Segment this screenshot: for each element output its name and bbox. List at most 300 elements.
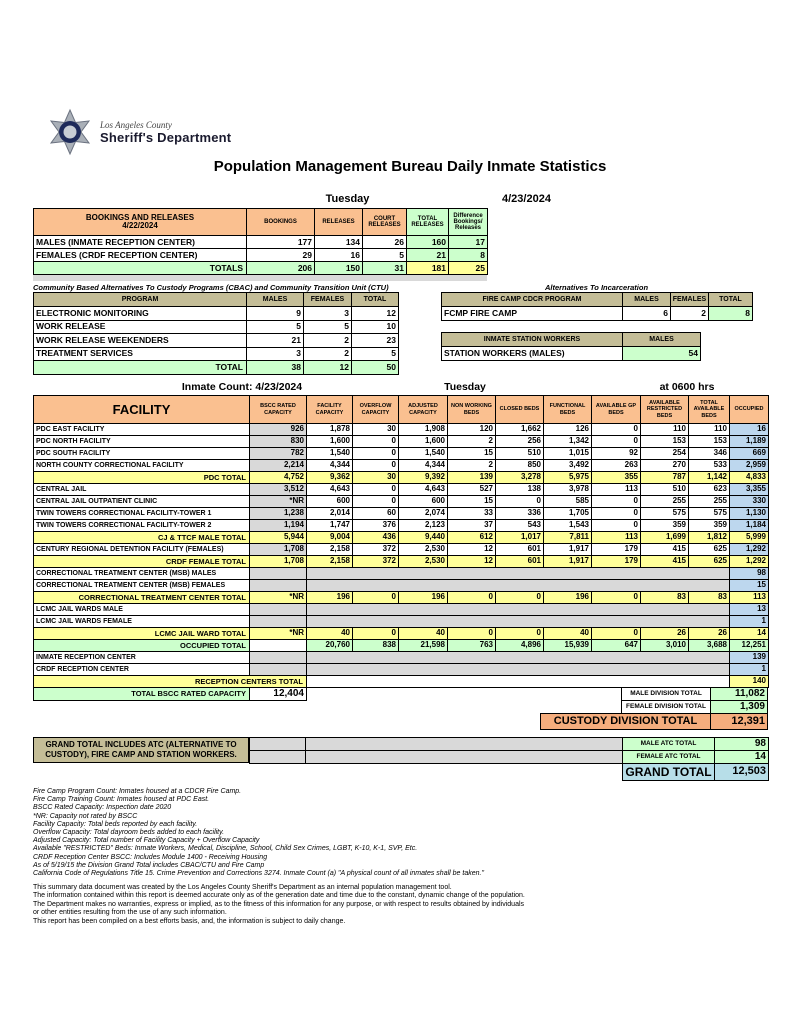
facility-value: 60 [353,508,399,520]
cbac-value: 5 [247,320,304,334]
bookings-value: 177 [247,236,315,249]
total-value: 0 [448,628,496,640]
facility-value: 1,238 [250,508,307,520]
bookings-col-header: BOOKINGS [247,209,315,236]
facility-value: 179 [592,544,641,556]
occupied-cell: 16 [730,424,769,436]
bookings-row-label: FEMALES (CRDF RECEPTION CENTER) [34,249,247,262]
bookings-totals-value: 181 [407,262,449,275]
facility-value: 1,708 [250,544,307,556]
grand-total-row [623,764,769,781]
total-value: 83 [641,592,689,604]
spacer-cell [250,751,306,764]
cbac-value: 9 [247,307,304,321]
facility-row [34,496,769,508]
total-value: 5,944 [250,532,307,544]
female-atc-label: FEMALE ATC TOTAL [623,751,715,764]
station-workers-row-label: STATION WORKERS (MALES) [442,347,623,361]
facility-row [34,424,769,436]
station-workers-header: INMATE STATION WORKERS [442,333,623,347]
facility-row-label: PDC EAST FACILITY [34,424,250,436]
total-value: *NR [250,628,307,640]
grand-total-note-line2: CUSTODY), FIRE CAMP AND STATION WORKERS. [45,750,237,759]
custody-division-label: CUSTODY DIVISION TOTAL [541,714,711,730]
fire-camp-value: 8 [709,307,753,321]
fire-camp-value: 6 [623,307,671,321]
facility-value: 15 [448,496,496,508]
facility-row [34,484,769,496]
cbac-col-header: PROGRAM [34,293,247,307]
facility-value: 625 [689,544,730,556]
footnote-line: *NR: Capacity not rated by BSCC [33,812,138,820]
agency-county-label: Los Angeles County [100,119,172,130]
cbac-header-row [34,293,399,307]
facility-row [34,448,769,460]
facility-value: 575 [641,508,689,520]
weekday-label: Tuesday [325,193,370,205]
footnote-line: Overflow Capacity: Total dayroom beds added to each facility. [33,829,225,837]
footnote-line: Facility Capacity: Total beds reported by each facility. [33,820,198,828]
fire-camp-col-header: TOTAL [709,293,753,307]
station-workers-value: 54 [623,347,701,361]
total-value: 12 [448,556,496,568]
facility-value: 527 [448,484,496,496]
occupied-cell: 330 [730,496,769,508]
facility-col-header: FACILITY CAPACITY [307,396,353,424]
facility-row [34,676,769,688]
cbac-value: 12 [352,307,399,321]
disclaimer-line: The Department makes no warranties, express or implied, as to the fitness of this information for any purpose, or with respect to results obtained by individuals [33,900,525,908]
total-value: 7,811 [544,532,592,544]
merged-blank-cell [307,676,730,688]
facility-value: 0 [353,448,399,460]
facility-value: 3,492 [544,460,592,472]
bookings-value: 134 [315,236,363,249]
facility-row-label: PDC SOUTH FACILITY [34,448,250,460]
occupied-cell: 14 [730,628,769,640]
footnotes [33,788,484,878]
occupied-total-value: 21,598 [399,640,448,652]
cbac-row-label: WORK RELEASE [34,320,247,334]
total-value: 0 [496,592,544,604]
cbac-value: 3 [247,347,304,361]
occupied-cell: 98 [730,568,769,580]
facility-col-header: BSCC RATED CAPACITY [250,396,307,424]
female-division-value: 1,309 [711,701,768,714]
facility-value: 30 [353,424,399,436]
cbac-section-title: Community Based Alternatives To Custody Programs (CBAC) and Community Transition Unit (CTU) [33,283,389,292]
facility-value: 830 [250,436,307,448]
disclaimer-line: The information contained within this report is deemed accurate only as of the generation date and time due to the constant, dynamic change of the population. [33,892,525,900]
facility-value: 153 [689,436,730,448]
facility-value: *NR [250,496,307,508]
facility-value: 4,643 [307,484,353,496]
facility-col-header: TOTAL AVAILABLE BEDS [689,396,730,424]
facility-value: 4,344 [399,460,448,472]
facility-value: 0 [592,496,641,508]
female-atc-row [623,751,769,764]
facility-value: 346 [689,448,730,460]
male-division-row [622,688,768,701]
facility-value: 126 [544,424,592,436]
male-atc-value: 98 [715,738,769,751]
bookings-totals-value: 206 [247,262,315,275]
merged-blank-cell [307,604,730,616]
cbac-value: 5 [352,347,399,361]
occupied-total-value: 3,688 [689,640,730,652]
facility-value: 600 [307,496,353,508]
spacer-cell [306,751,623,764]
occupied-total-value: 763 [448,640,496,652]
bookings-totals-value: 150 [315,262,363,275]
facility-value: 2 [448,436,496,448]
total-value: 1,917 [544,556,592,568]
male-division-value: 11,082 [711,688,768,701]
total-value: 1,812 [689,532,730,544]
facility-col-header: CLOSED BEDS [496,396,544,424]
agency-name-label: Sheriff's Department [100,129,232,145]
custody-division-value: 12,391 [711,714,768,730]
occupied-cell: 3,355 [730,484,769,496]
cbac-value: 10 [352,320,399,334]
blank-cell [250,568,307,580]
ati-section-title: Alternatives To Incarceration [544,283,649,292]
occupied-total-value: 647 [592,640,641,652]
bookings-totals-value: 31 [363,262,407,275]
facility-value: 0 [592,424,641,436]
facility-value: 1,600 [399,436,448,448]
footnote-line: CRDF Reception Center BSCC: Includes Module 1400 - Receiving Housing [33,853,268,861]
facility-value: 1,917 [544,544,592,556]
facility-value: 1,705 [544,508,592,520]
facility-row [34,532,769,544]
facility-value: 0 [496,496,544,508]
female-division-row [622,701,768,714]
facility-row-label: LCMC JAIL WARDS FEMALE [34,616,250,628]
bookings-value: 17 [449,236,488,249]
facility-row [34,568,769,580]
bookings-totals-value: 25 [449,262,488,275]
facility-value: 12 [448,544,496,556]
facility-value: 600 [399,496,448,508]
total-value: 787 [641,472,689,484]
total-bscc-value: 12,404 [250,688,307,701]
footnote-line: BSCC Rated Capacity: Inspection date 2020 [33,804,172,812]
facility-value: 510 [496,448,544,460]
facility-value: 1,747 [307,520,353,532]
bookings-row [34,249,488,262]
bookings-value: 8 [449,249,488,262]
count-time-label: at 0600 hrs [659,381,715,393]
facility-value: 1,342 [544,436,592,448]
cbac-total-value: 38 [247,361,304,375]
total-value: 9,362 [307,472,353,484]
cbac-table [33,292,399,375]
facility-row-label: CENTRAL JAIL [34,484,250,496]
facility-col-header: AVAILABLE RESTRICTED BEDS [641,396,689,424]
occupied-cell: 139 [730,652,769,664]
facility-value: 1,908 [399,424,448,436]
bookings-header-row [34,209,488,236]
occupied-total-value [250,640,307,652]
total-value: 1,699 [641,532,689,544]
facility-col-header: OVERFLOW CAPACITY [353,396,399,424]
facility-row-label: PDC NORTH FACILITY [34,436,250,448]
page-title: Population Management Bureau Daily Inmate Statistics [213,158,607,175]
facility-col-header: OCCUPIED [730,396,769,424]
facility-value: 110 [689,424,730,436]
occupied-total-value: 838 [353,640,399,652]
bookings-totals-label: TOTALS [34,262,247,275]
male-division-label: MALE DIVISION TOTAL [622,688,711,701]
spacer-cell [306,738,623,751]
facility-value: 270 [641,460,689,472]
total-row-label: CORRECTIONAL TREATMENT CENTER TOTAL [34,592,250,604]
facility-value: 0 [592,520,641,532]
facility-value: 4,643 [399,484,448,496]
facility-row [34,592,769,604]
cbac-row [34,347,399,361]
cbac-col-header: FEMALES [304,293,352,307]
facility-row [34,664,769,676]
total-value: 40 [399,628,448,640]
facility-value: 336 [496,508,544,520]
facility-value: 585 [544,496,592,508]
facility-row-label: CORRECTIONAL TREATMENT CENTER (MSB) MALES [34,568,250,580]
facility-value: 543 [496,520,544,532]
male-atc-label: MALE ATC TOTAL [623,738,715,751]
custody-division-table [540,713,768,730]
bookings-row-label: MALES (INMATE RECEPTION CENTER) [34,236,247,249]
occupied-cell: 669 [730,448,769,460]
total-value: 26 [641,628,689,640]
total-value: 5,975 [544,472,592,484]
total-value: *NR [250,592,307,604]
total-value: 26 [689,628,730,640]
cbac-row [34,320,399,334]
merged-blank-cell [307,616,730,628]
occupied-cell: 140 [730,676,769,688]
fire-camp-row [442,307,753,321]
cbac-total-value: 50 [352,361,399,375]
footnote-line: Fire Camp Program Count: Inmates housed at a CDCR Fire Camp. [33,788,242,795]
total-value: 2,158 [307,556,353,568]
occupied-total-value: 20,760 [307,640,353,652]
facility-value: 533 [689,460,730,472]
occupied-cell: 1 [730,616,769,628]
footnote-line: Adjusted Capacity: Total number of Facility Capacity + Overflow Capacity [33,837,260,845]
facility-row [34,556,769,568]
cbac-value: 2 [304,347,352,361]
cbac-value: 3 [304,307,352,321]
fire-camp-value: 2 [671,307,709,321]
facility-value: 3,978 [544,484,592,496]
facility-value: 376 [353,520,399,532]
facility-value: 256 [496,436,544,448]
facility-value: 263 [592,460,641,472]
atc-totals-table [622,737,769,781]
facility-value: 2,074 [399,508,448,520]
facility-value: 510 [641,484,689,496]
cbac-row-label: TREATMENT SERVICES [34,347,247,361]
cbac-row-label: WORK RELEASE WEEKENDERS [34,334,247,348]
facility-value: 153 [641,436,689,448]
station-workers-table [441,332,701,361]
footnote-line: As of 5/19/15 the Division Grand Total includes CBAC/CTU and Fire Camp [33,861,265,869]
female-division-label: FEMALE DIVISION TOTAL [622,701,711,714]
facility-value: 2,123 [399,520,448,532]
facility-col-header: ADJUSTED CAPACITY [399,396,448,424]
logo-text [100,120,231,145]
total-value: 1,142 [689,472,730,484]
grand-total-note-line1: GRAND TOTAL INCLUDES ATC (ALTERNATIVE TO [45,740,237,749]
bookings-row [34,236,488,249]
facility-row-label: CRDF RECEPTION CENTER [34,664,250,676]
total-bscc-label: TOTAL BSCC RATED CAPACITY [34,688,250,701]
total-value: 0 [592,592,641,604]
facility-value: 359 [689,520,730,532]
occupied-total-label: OCCUPIED TOTAL [34,640,250,652]
total-value: 355 [592,472,641,484]
cbac-row [34,334,399,348]
grand-total-value: 12,503 [715,764,769,781]
spacer-cell [250,738,306,751]
total-value: 612 [448,532,496,544]
total-value: 40 [307,628,353,640]
facility-row [34,436,769,448]
facility-value: 0 [353,460,399,472]
cbac-col-header: TOTAL [352,293,399,307]
facility-value: 110 [641,424,689,436]
fire-camp-row-label: FCMP FIRE CAMP [442,307,623,321]
occupied-cell: 1,189 [730,436,769,448]
occupied-cell: 1 [730,664,769,676]
bookings-col-header: COURT RELEASES [363,209,407,236]
disclaimer-line: This report has been compiled on a best efforts basis, and, the information is subject to daily change. [33,917,346,925]
total-value: 2,530 [399,556,448,568]
total-value: 83 [689,592,730,604]
bookings-col-header: TOTAL RELEASES [407,209,449,236]
total-value: 139 [448,472,496,484]
facility-row [34,628,769,640]
sheriff-star-icon [48,108,92,156]
male-atc-row [623,738,769,751]
fire-camp-table [441,292,753,321]
bookings-value: 160 [407,236,449,249]
bookings-value: 5 [363,249,407,262]
facility-row-label: NORTH COUNTY CORRECTIONAL FACILITY [34,460,250,472]
facility-value: 926 [250,424,307,436]
facility-row-label: LCMC JAIL WARDS MALE [34,604,250,616]
facility-value: 1,878 [307,424,353,436]
total-row-label: CJ & TTCF MALE TOTAL [34,532,250,544]
fire-camp-col-header: MALES [623,293,671,307]
bookings-col-header: Difference Bookings/ Releases [449,209,488,236]
total-value: 40 [544,628,592,640]
facility-value: 1,194 [250,520,307,532]
footnote-line: California Code of Regulations Title 15. Crime Prevention and Corrections 3274. Inmate Count (a) "A physical count of all inmates shall be taken." [33,870,484,878]
sheriff-logo [48,108,231,156]
fire-camp-header-row [442,293,753,307]
division-totals-table [621,687,768,714]
fire-camp-col-header: FEMALES [671,293,709,307]
total-value: 372 [353,556,399,568]
facility-row-label: CORRECTIONAL TREATMENT CENTER (MSB) FEMALES [34,580,250,592]
cbac-value: 5 [304,320,352,334]
inmate-count-label: Inmate Count: 4/23/2024 [181,381,303,393]
facility-value: 623 [689,484,730,496]
facility-table-body [34,424,769,688]
facility-value: 255 [689,496,730,508]
total-value: 3,278 [496,472,544,484]
facility-row [34,544,769,556]
facility-header-row [34,396,769,424]
facility-value: 113 [592,484,641,496]
facility-value: 1,662 [496,424,544,436]
report-date: 4/23/2024 [502,193,551,205]
merged-blank-cell [307,664,730,676]
total-value: 1,017 [496,532,544,544]
bookings-title-cell: BOOKINGS AND RELEASES 4/22/2024 [34,209,247,236]
facility-value: 2,214 [250,460,307,472]
total-row-label: CRDF FEMALE TOTAL [34,556,250,568]
facility-row-label: TWIN TOWERS CORRECTIONAL FACILITY-TOWER 1 [34,508,250,520]
total-value: 30 [353,472,399,484]
facility-row [34,652,769,664]
facility-value: 120 [448,424,496,436]
blank-cell [250,580,307,592]
occupied-cell: 1,184 [730,520,769,532]
total-value: 4,752 [250,472,307,484]
facility-row [34,616,769,628]
occupied-cell: 13 [730,604,769,616]
footnote-line: Available "RESTRICTED" Beds: Inmate Workers, Medical, Discipline, School, Child Sex Crimes, LGBT, K-10, K-1, SVP, Etc. [33,845,418,853]
grand-total-spacer-table [249,737,623,764]
occupied-cell: 1,130 [730,508,769,520]
total-value: 601 [496,556,544,568]
facility-value: 850 [496,460,544,472]
facility-value: 0 [353,436,399,448]
facility-value: 0 [592,436,641,448]
grand-total-note [33,737,249,763]
total-value: 0 [496,628,544,640]
cbac-value: 23 [352,334,399,348]
cbac-total-label: TOTAL [34,361,247,375]
occupied-cell: 15 [730,580,769,592]
facility-value: 2,158 [307,544,353,556]
facility-value: 33 [448,508,496,520]
cbac-total-value: 12 [304,361,352,375]
disclaimer [33,884,525,926]
total-value: 625 [689,556,730,568]
facility-row [34,472,769,484]
facility-value: 1,543 [544,520,592,532]
grand-total-label: GRAND TOTAL [623,764,715,781]
bookings-value: 16 [315,249,363,262]
total-value: 9,004 [307,532,353,544]
total-value: 179 [592,556,641,568]
occupied-total-value: 15,939 [544,640,592,652]
divider-strip [33,275,487,281]
occupied-cell: 12,251 [730,640,769,652]
blank-cell [250,616,307,628]
cbac-value: 21 [247,334,304,348]
facility-value: 1,540 [307,448,353,460]
facility-value: 0 [353,496,399,508]
total-value: 196 [307,592,353,604]
facility-row-label: CENTRAL JAIL OUTPATIENT CLINIC [34,496,250,508]
facility-col-header: NON WORKING BEDS [448,396,496,424]
